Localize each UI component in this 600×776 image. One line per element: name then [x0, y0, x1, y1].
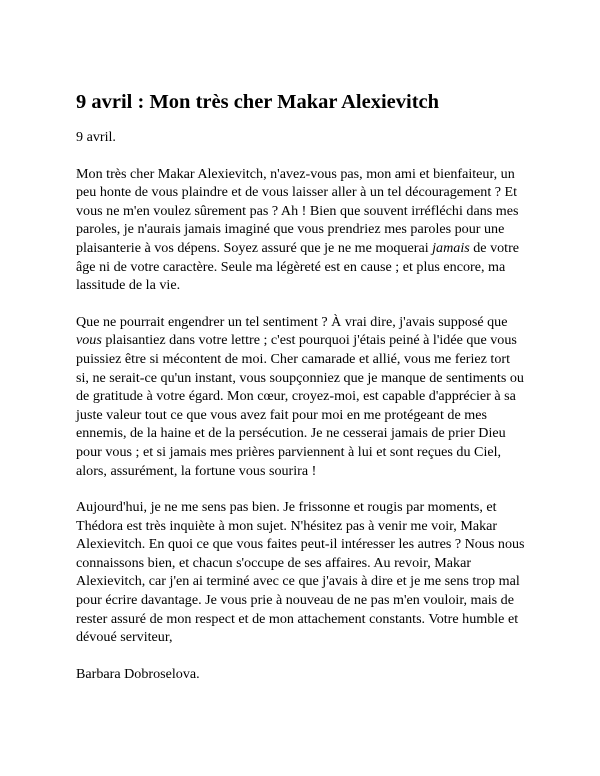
letter-page [76, 90, 526, 683]
page-title: 9 avril : Mon très cher Makar Alexievitch [76, 91, 440, 113]
paragraph-1-emphasis: jamais [432, 239, 470, 256]
paragraph-3: Aujourd'hui, je ne me sens pas bien. Je frissonne et rougis par moments, et Thédora est très inquiète à mon sujet. N'hésitez pas à venir me voir, Makar Alexievitch. En quoi ce que vous faites peut-il intéresser les autres ? Nous nous connaissons bien, et chacun s'occupe de ses affaires. Au revoir, Makar Alexievitch, car j'en ai terminé avec ce que j'avais à dire et je me sens trop mal pour écrire davantage. Je vous prie à nouveau de ne pas m'en vouloir, mais de rester assuré de mon respect et de mon attachement constants. Votre humble et dévoué serviteur, [76, 499, 525, 646]
paragraph-2-text-b: plaisantiez dans votre lettre ; c'est pourquoi j'étais peiné à l'idée que vous puissiez être si mécontent de moi. Cher camarade et allié, vous me feriez tort si, ne serait-ce qu'un instant, vous soupçonniez que je manque de sentiments ou de gratitude à votre égard. Mon cœur, croyez-moi, est capable d'apprécier à sa juste valeur tout ce que vous avez fait pour moi en me protégeant de mes ennemis, de la haine et de la persécution. Je ne cesserai jamais de prier Dieu pour vous ; et si jamais mes prières parviennent à lui et sont reçues du Ciel, alors, assurément, la fortune vous sourira ! [76, 332, 524, 479]
paragraph-2-text-a: Que ne pourrait engendrer un tel sentiment ? À vrai dire, j'avais supposé que [76, 313, 508, 330]
letter-date: 9 avril. [76, 129, 116, 145]
signature: Barbara Dobroselova. [76, 665, 200, 682]
paragraph-1-text-a: Mon très cher Makar Alexievitch, n'avez-vous pas, mon ami et bienfaiteur, un peu honte de vous plaindre et de vous laisser aller à un tel découragement ? Et vous ne m'en voulez sûrement pas ? Ah ! Bien que souvent irréfléchi dans mes paroles, je n'aurais jamais imaginé que vous prendriez mes paroles pour une plaisanterie à vos dépens. Soyez assuré que je ne me moquerai [76, 165, 519, 256]
paragraph-1 [76, 165, 526, 295]
paragraph-2 [76, 313, 526, 480]
paragraph-1-text-b: de votre âge ni de votre caractère. Seule ma légèreté est en cause ; et plus encore, ma lassitude de la vie. [76, 239, 520, 294]
paragraph-2-emphasis: vous [76, 332, 102, 349]
